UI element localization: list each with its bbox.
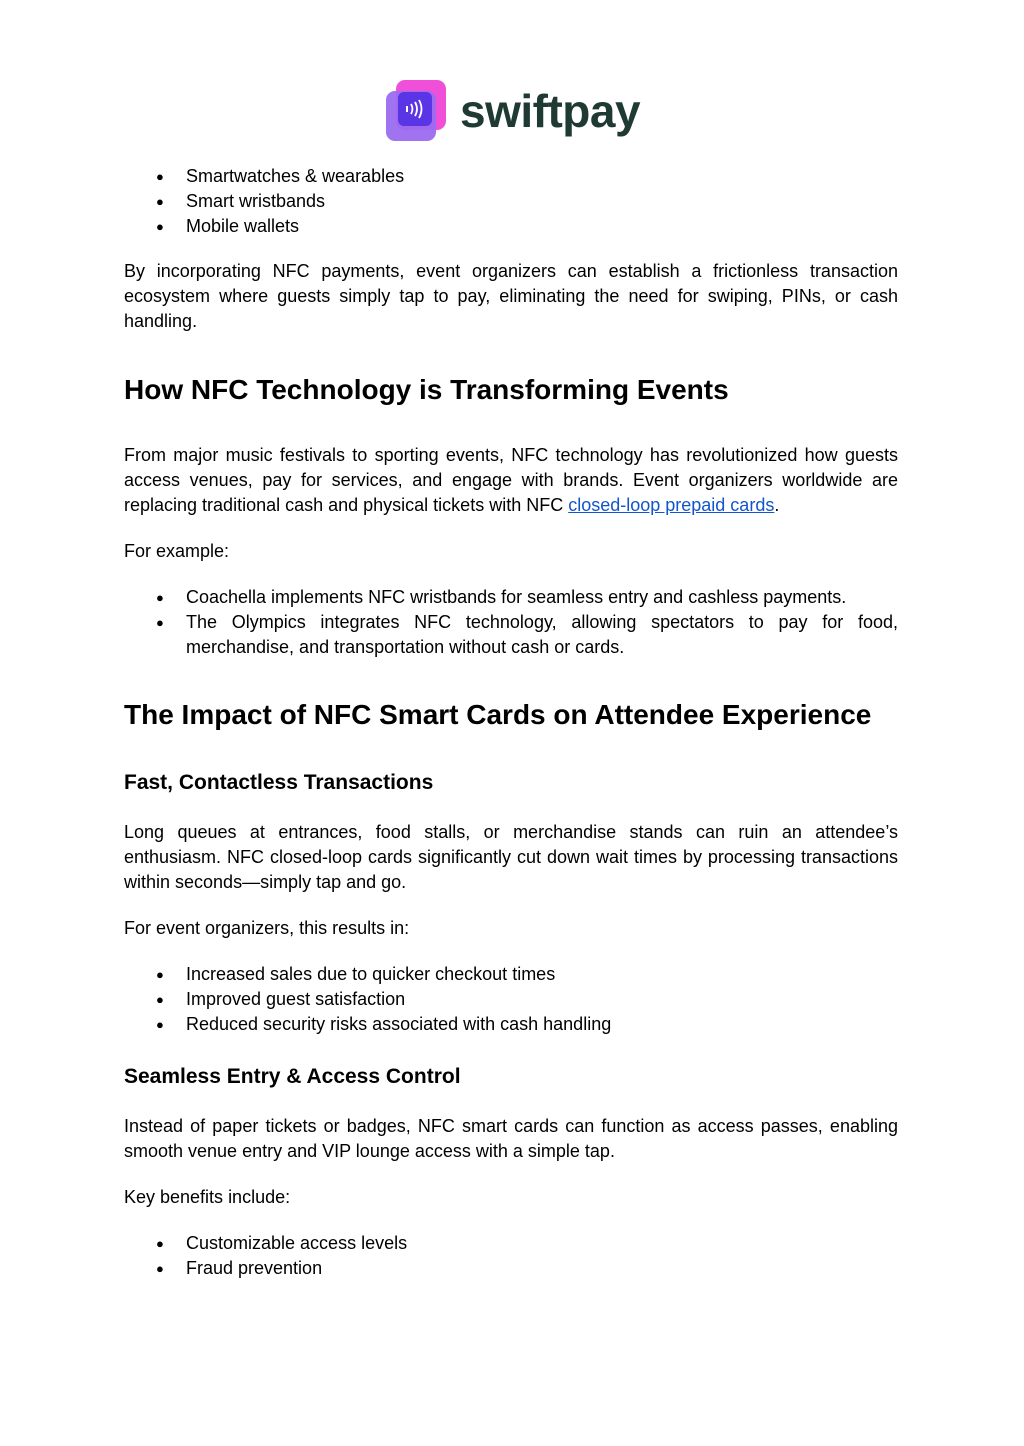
list-item: ● Improved guest satisfaction [124, 987, 898, 1012]
logo-mark [386, 80, 448, 142]
section-heading: How NFC Technology is Transforming Events [124, 374, 729, 405]
swiftpay-logo [386, 80, 640, 142]
device-list [124, 164, 898, 239]
list-item: ● The Olympics integrates NFC technology, allowing spectators to pay for food, merchandise, and transportation without cash or cards. [124, 610, 898, 660]
brand-name: swiftpay [460, 85, 641, 137]
paragraph: For example: [124, 541, 230, 561]
benefits-list [124, 1231, 898, 1281]
list-item: ● Smart wristbands [124, 189, 898, 214]
closed-loop-cards-link[interactable]: closed-loop prepaid cards [568, 495, 775, 515]
list-item: ● Customizable access levels [124, 1231, 898, 1256]
subsection-heading: Seamless Entry & Access Control [124, 1065, 461, 1088]
paragraph: From major music festivals to sporting events, NFC technology has revolutionized how guests access venues, pay for services, and engage with brands. Event organizers worldwide are replacing traditional cash and physical tickets with NFC closed-loop prepaid cards. [124, 445, 898, 515]
list-item: ● Increased sales due to quicker checkout times [124, 962, 898, 987]
list-item: ● Fraud prevention [124, 1256, 898, 1281]
paragraph: For event organizers, this results in: [124, 918, 410, 938]
paragraph: Key benefits include: [124, 1187, 291, 1207]
paragraph: By incorporating NFC payments, event organizers can establish a frictionless transaction ecosystem where guests simply tap to pay, eliminating the need for swiping, PINs, or cash handling. [124, 261, 898, 331]
list-item: ● Reduced security risks associated with cash handling [124, 1012, 898, 1037]
list-item: ● Coachella implements NFC wristbands for seamless entry and cashless payments. [124, 585, 898, 610]
example-list [124, 585, 898, 660]
nfc-wave-icon [398, 92, 432, 126]
subsection-heading: Fast, Contactless Transactions [124, 771, 434, 794]
list-item: ● Mobile wallets [124, 214, 898, 239]
paragraph: Long queues at entrances, food stalls, or merchandise stands can ruin an attendee’s enthusiasm. NFC closed-loop cards significantly cut down wait times by processing transactions within seconds—simply tap and go. [124, 822, 898, 892]
list-item: ● Smartwatches & wearables [124, 164, 898, 189]
section-heading: The Impact of NFC Smart Cards on Attendee Experience [124, 699, 872, 730]
document-body [124, 164, 898, 1281]
paragraph: Instead of paper tickets or badges, NFC smart cards can function as access passes, enabling smooth venue entry and VIP lounge access with a simple tap. [124, 1116, 898, 1161]
results-list [124, 962, 898, 1037]
